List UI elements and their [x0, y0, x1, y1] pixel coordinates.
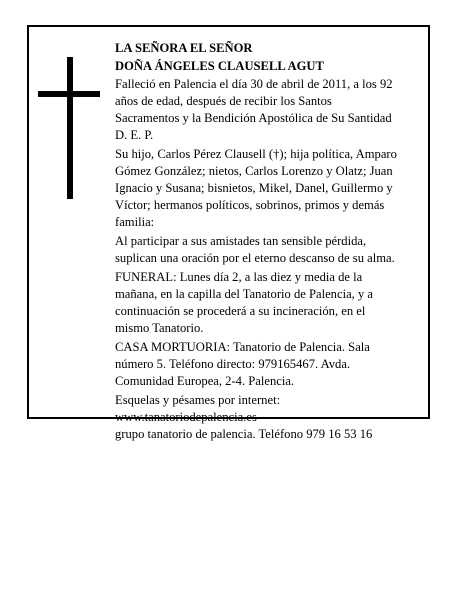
- funeral-line: FUNERAL: Lunes día 2, a las diez y media de la: [115, 270, 363, 284]
- internet-line: grupo tanatorio de palencia. Teléfono 979 16 53 16: [115, 427, 373, 441]
- cross-vertical-bar: [67, 57, 73, 199]
- mortuary-line: CASA MORTUORIA: Tanatorio de Palencia. Sala: [115, 340, 370, 354]
- family-paragraph: [115, 146, 425, 231]
- death-line: Falleció en Palencia el día 30 de abril de 2011, a los 92: [115, 77, 393, 91]
- death-line: Sacramentos y la Bendición Apostólica de Su Santidad: [115, 111, 392, 125]
- header-line-1: LA SEÑORA EL SEÑOR: [115, 41, 253, 55]
- funeral-paragraph: [115, 269, 425, 337]
- notice-text: [115, 40, 425, 445]
- internet-line: Esquelas y pésames por internet:: [115, 393, 281, 407]
- deceased-name: DOÑA ÁNGELES CLAUSELL AGUT: [115, 59, 324, 73]
- funeral-line: mañana, en la capilla del Tanatorio de Palencia, y a: [115, 287, 373, 301]
- funeral-line: mismo Tanatorio.: [115, 321, 204, 335]
- request-line: Al participar a sus amistades tan sensible pérdida,: [115, 234, 367, 248]
- mortuary-line: número 5. Teléfono directo: 979165467. Avda.: [115, 357, 351, 371]
- request-paragraph: [115, 233, 425, 267]
- internet-paragraph: [115, 392, 425, 443]
- website-text: www.tanatoriodepalencia.es: [115, 410, 257, 424]
- mortuary-paragraph: [115, 339, 425, 390]
- family-line: Su hijo, Carlos Pérez Clausell (†); hija política, Amparo: [115, 147, 397, 161]
- funeral-line: continuación se procederá a su incineración, en el: [115, 304, 366, 318]
- family-line: Ignacio y Susana; bisnietos, Mikel, Danel, Guillermo y: [115, 181, 393, 195]
- obituary-notice: [27, 25, 430, 441]
- death-line: D. E. P.: [115, 128, 154, 142]
- death-line: años de edad, después de recibir los Santos: [115, 94, 332, 108]
- cross-horizontal-bar: [38, 91, 100, 97]
- family-line: Víctor; hermanos políticos, sobrinos, primos y demás: [115, 198, 385, 212]
- family-line: Gómez González; nietos, Carlos Lorenzo y Olatz; Juan: [115, 164, 393, 178]
- family-line: familia:: [115, 215, 155, 229]
- request-line: suplican una oración por el eterno descanso de su alma.: [115, 251, 395, 265]
- mortuary-line: Comunidad Europea, 2-4. Palencia.: [115, 374, 295, 388]
- death-paragraph: [115, 76, 425, 144]
- cross-icon: [38, 57, 100, 199]
